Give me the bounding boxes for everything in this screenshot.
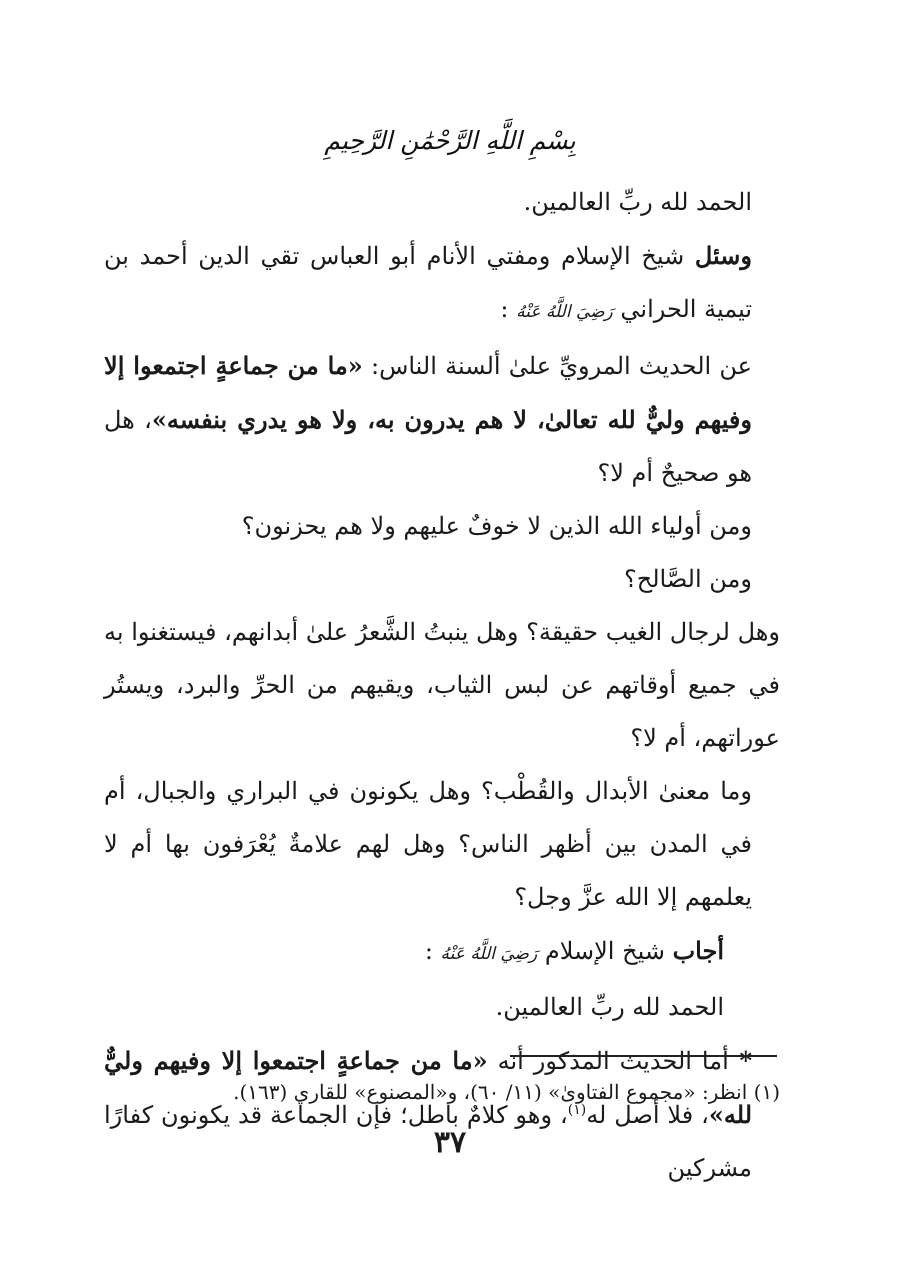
main-text (104, 176, 780, 1195)
bold-word: وسئل (694, 241, 752, 270)
paragraph-abdal: وما معنىٰ الأبدال والقُطْب؟ وهل يكونون في البراري والجبال، أم في المدن بين أظهر الناس؟ وهل لهم علامةٌ يُعْرَفون بها أم لا يعلمهم إلا الله عزَّ وجل؟ (104, 777, 752, 911)
paragraph-hadith-question (104, 339, 780, 500)
paragraph-hamd: الحمد لله ربِّ العالمين. (523, 188, 752, 216)
footnote-divider (510, 1055, 777, 1057)
basmala-heading: بِسْمِ اللَّهِ الرَّحْمَٰنِ الرَّحِيمِ (324, 126, 576, 155)
honorific: رَضِيَ اللَّهُ عَنْهُ (440, 944, 538, 964)
hadith-quote: «ما من جماعةٍ اجتمعوا إلا وفيهم وليٌّ لله تعالىٰ، لا هم يدرون به، ولا هو يدري بنفسه» (104, 351, 752, 434)
answer-text: ، فلا أصل له (586, 1101, 709, 1129)
page-number: ٣٧ (433, 1125, 467, 1160)
paragraph-question-intro (104, 229, 780, 339)
answer-intro-text: شيخ الإسلام (537, 937, 673, 965)
paragraph-salih: ومن الصَّالح؟ (624, 565, 752, 593)
question-intro-text: شيخ الإسلام ومفتي الأنام أبو العباس تقي الدين أحمد بن تيمية الحراني (104, 242, 752, 323)
paragraph-answer-intro (104, 924, 780, 981)
answer-lead: أما الحديث المذكور أنه (487, 1047, 729, 1075)
hadith-quote: «ما من جماعةٍ اجتمعوا إلا وفيهم وليٌّ لله» (104, 1046, 752, 1129)
paragraph-hamd-answer: الحمد لله ربِّ العالمين. (495, 993, 724, 1021)
bold-word: أجاب (672, 936, 724, 965)
hadith-question-end: ، هل هو صحيحٌ أم لا؟ (104, 406, 752, 487)
hadith-question-lead: عن الحديث المرويِّ علىٰ ألسنة الناس: (362, 352, 753, 380)
footnote-reference[interactable]: (١) (567, 1102, 587, 1118)
footnote: (١) انظر: «مجموع الفتاوىٰ» (١١/ ٦٠)، و«المصنوع» للقاري (١٦٣). (233, 1080, 780, 1104)
paragraph-awliya: ومن أولياء الله الذين لا خوفٌ عليهم ولا هم يحزنون؟ (241, 512, 752, 540)
answer-text-end: ، وهو كلامٌ باطل؛ فإن الجماعة قد يكونون كفارًا مشركين (104, 1101, 752, 1182)
star-marker: * (728, 1046, 753, 1075)
paragraph-rijal-ghayb: وهل لرجال الغيب حقيقة؟ وهل ينبتُ الشَّعرُ علىٰ أبدانهم، فيستغنوا به في جميع أوقاتهم عن لبس الثياب، ويقيهم من الحرِّ والبرد، ويستُر عوراتهم، أم لا؟ (104, 618, 780, 752)
paragraph-answer (104, 1034, 780, 1195)
colon: : (424, 937, 441, 965)
honorific: رَضِيَ اللَّهُ عَنْهُ (516, 302, 613, 322)
colon: : (500, 295, 517, 323)
